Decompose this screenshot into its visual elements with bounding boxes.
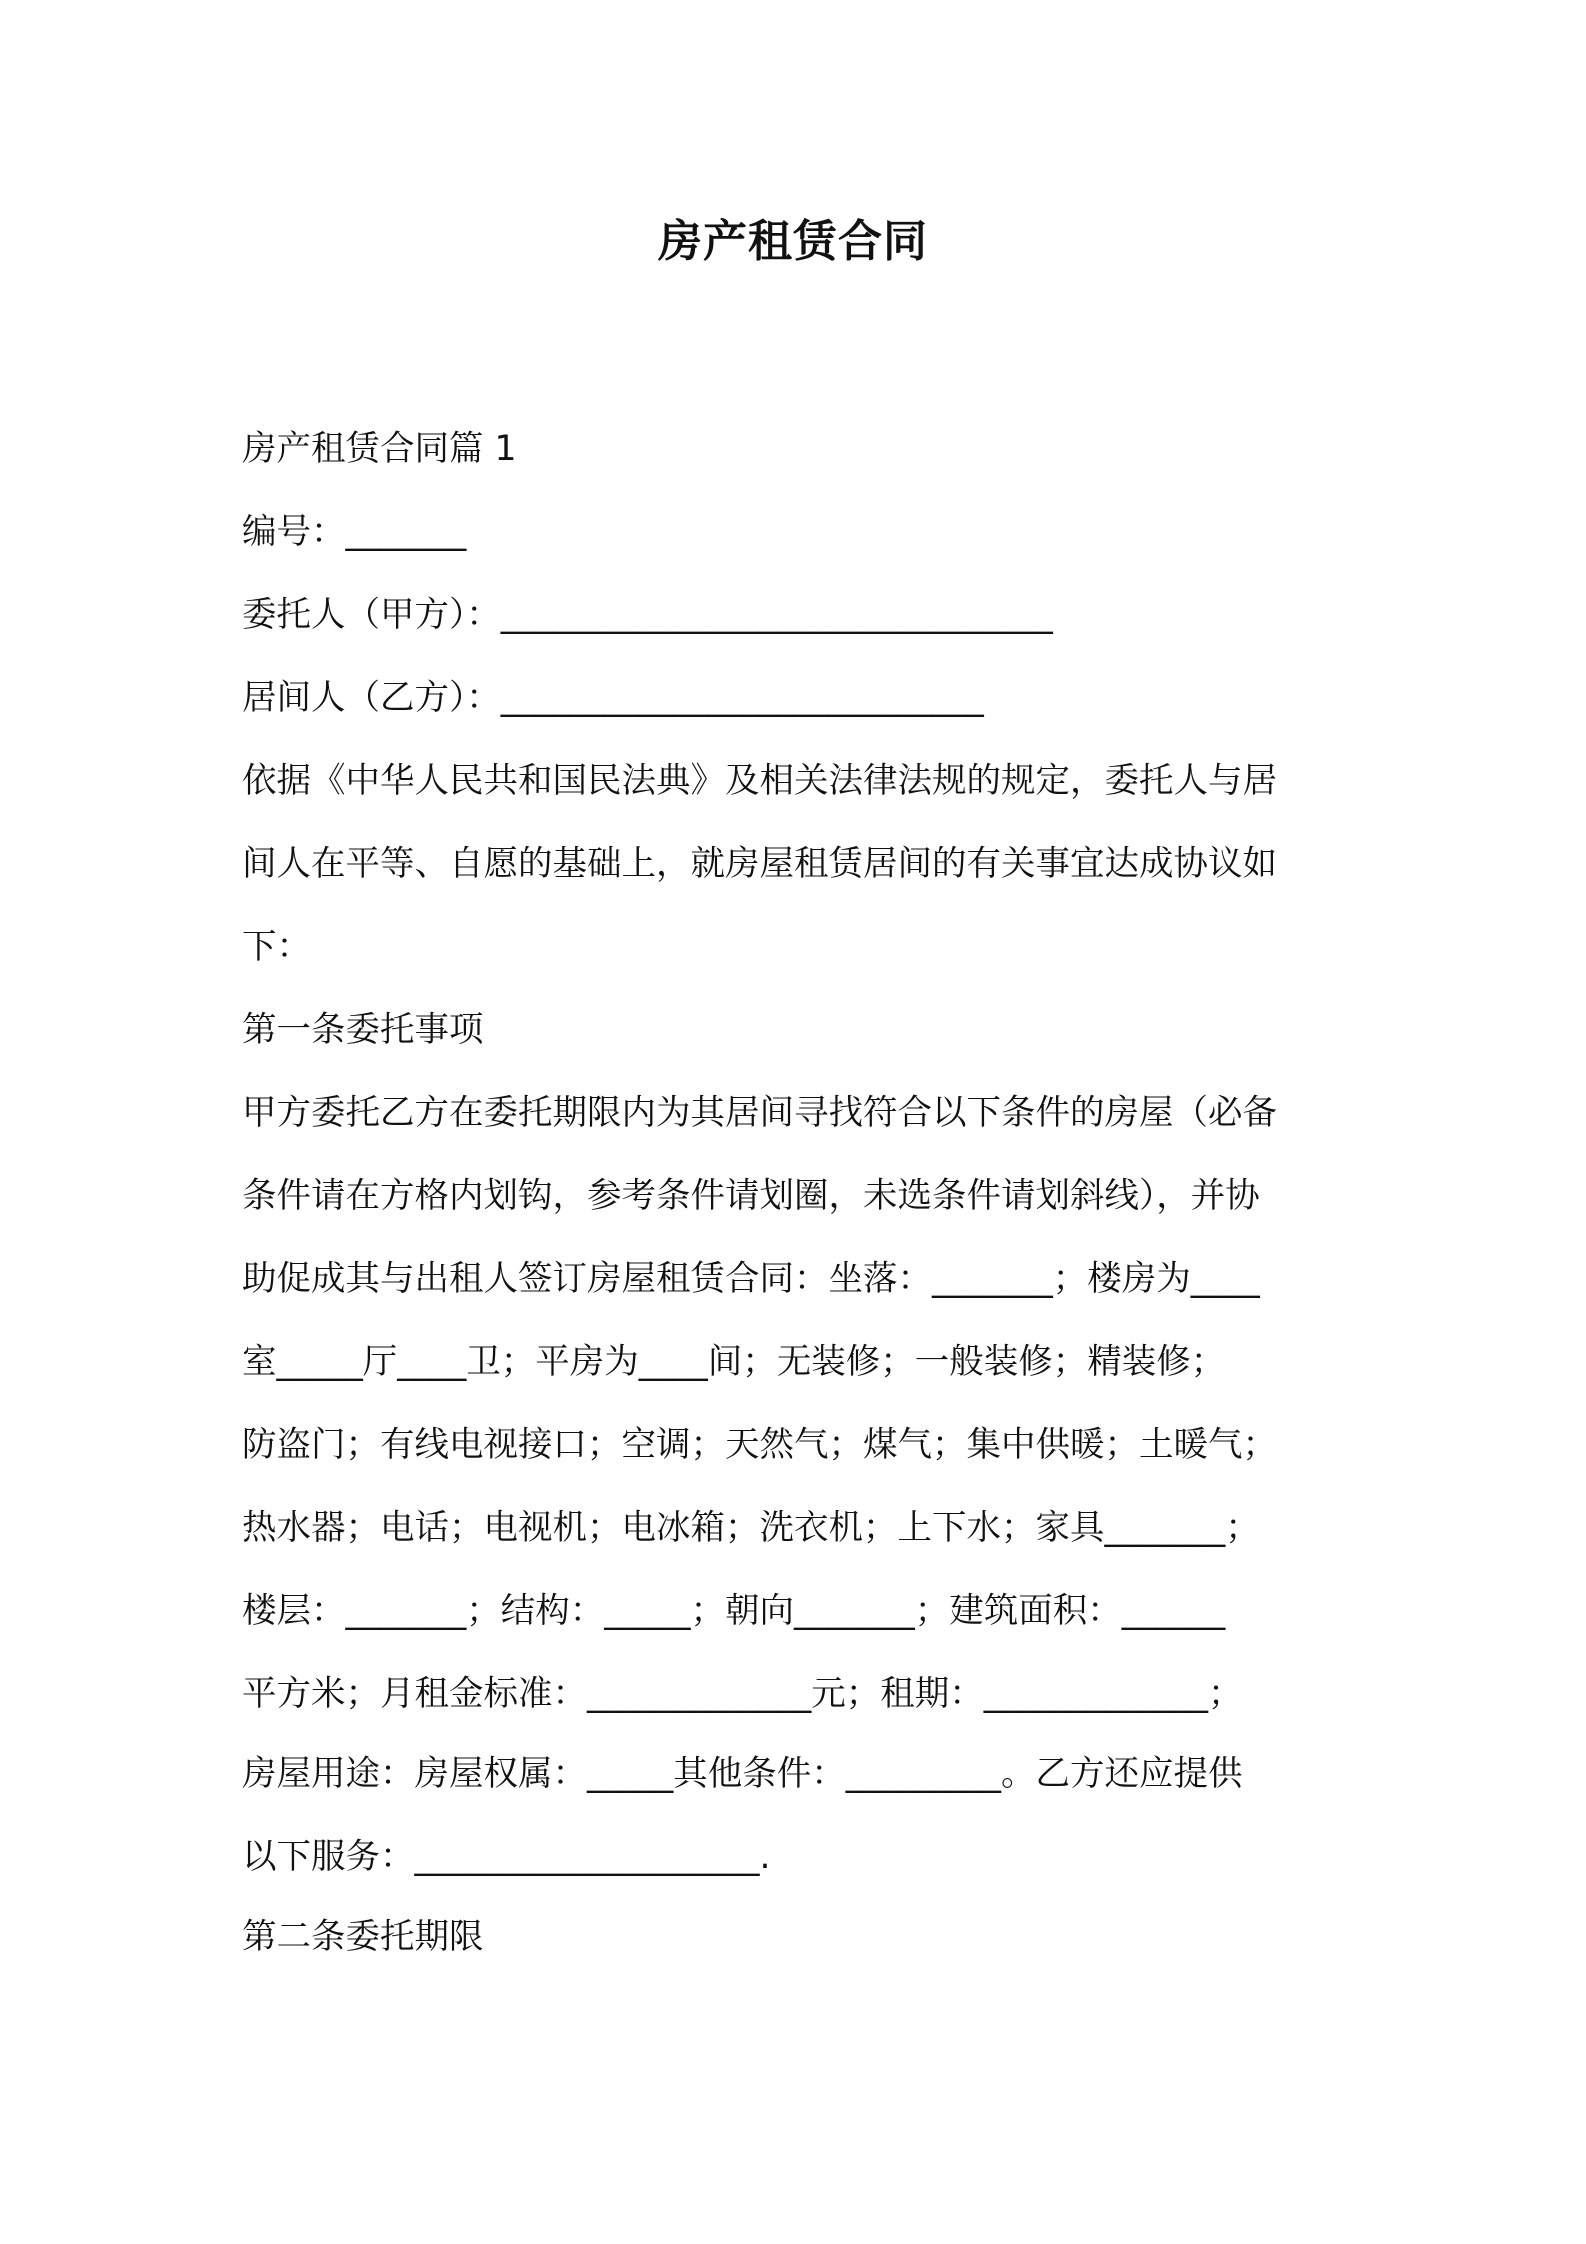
contract-number-line: 编号：_______ [242, 512, 467, 552]
paragraph-line: 平方米；月租金标准：_____________元；租期：_____________； [242, 1674, 1243, 1714]
paragraph-line: 房屋用途：房屋权属：_____其他条件：_________。乙方还应提供 [242, 1754, 1243, 1794]
document-title: 房产租赁合同 [658, 216, 928, 267]
paragraph-line: 间人在平等、自愿的基础上，就房屋租赁居间的有关事宜达成协议如 [242, 844, 1277, 884]
document-body [242, 408, 1354, 1979]
paragraph-line: 条件请在方格内划钩，参考条件请划圈，未选条件请划斜线），并协 [242, 1176, 1260, 1216]
party-b-line: 居间人（乙方）：____________________________ [242, 678, 984, 718]
article-heading: 第一条委托事项 [242, 1010, 484, 1050]
party-a-line: 委托人（甲方）：________________________________ [242, 595, 1053, 635]
article-heading: 第二条委托期限 [242, 1917, 484, 1957]
paragraph-line: 助促成其与出租人签订房屋租赁合同：坐落：_______；楼房为____ [242, 1259, 1260, 1299]
paragraph-line: 以下服务：____________________. [242, 1837, 771, 1877]
section-heading: 房产租赁合同篇 1 [242, 429, 517, 469]
paragraph-line: 下： [242, 927, 311, 967]
paragraph-line: 室_____厅____卫；平房为____间；无装修；一般装修；精装修； [242, 1342, 1226, 1382]
paragraph-line: 依据《中华人民共和国民法典》及相关法律法规的规定，委托人与居 [242, 761, 1277, 801]
paragraph-line: 热水器；电话；电视机；电冰箱；洗衣机；上下水；家具_______； [242, 1508, 1260, 1548]
paragraph-line: 防盗门；有线电视接口；空调；天然气；煤气；集中供暖；土暖气； [242, 1425, 1277, 1465]
paragraph-line: 甲方委托乙方在委托期限内为其居间寻找符合以下条件的房屋（必备 [242, 1093, 1277, 1133]
paragraph-line: 楼层：_______；结构：_____；朝向_______；建筑面积：______ [242, 1591, 1226, 1631]
